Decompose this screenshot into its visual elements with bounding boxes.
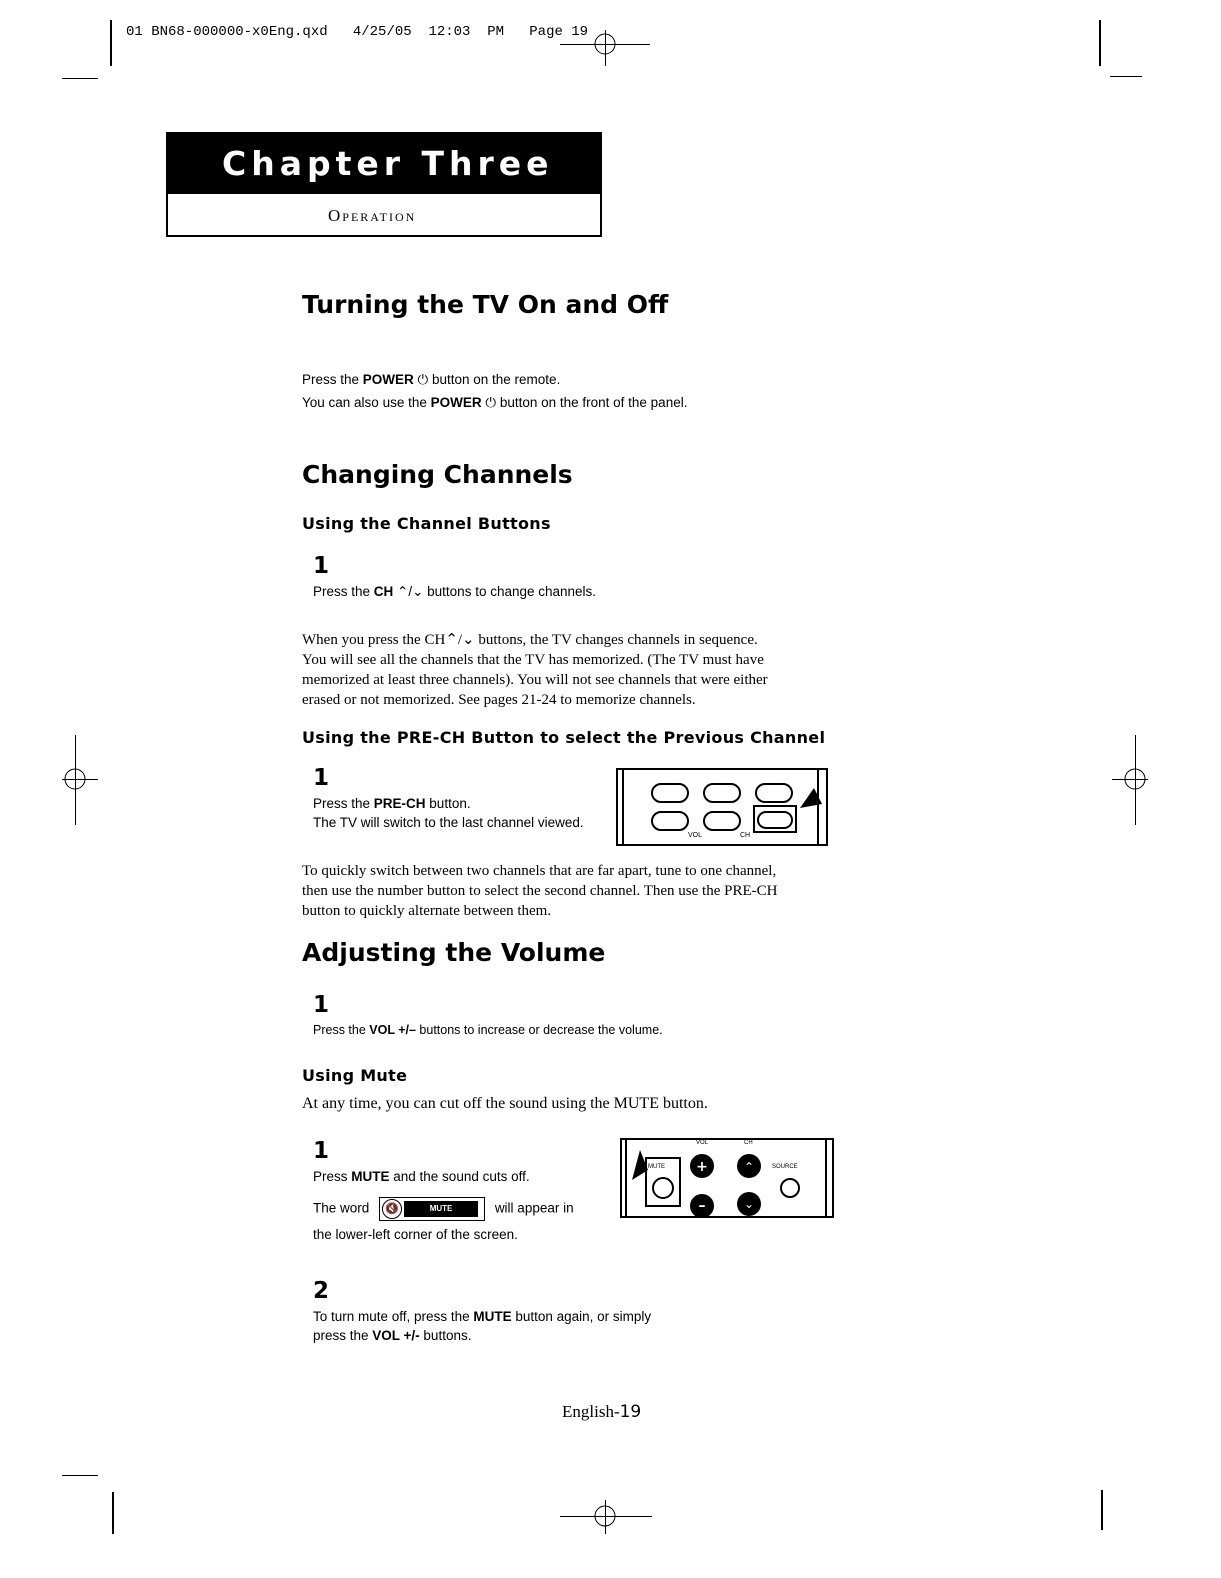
crop-mark: [1135, 735, 1136, 825]
step-number: 2: [313, 1278, 330, 1304]
power-icon: ⏻: [413, 372, 429, 387]
svg-text:⌃: ⌃: [743, 1160, 755, 1174]
mute-button: [653, 1178, 673, 1198]
section-heading-power: Turning the TV On and Off: [302, 290, 669, 319]
up-down-arrows-icon: ⌃/⌄: [445, 632, 475, 648]
pre-ch-button: [758, 812, 792, 828]
mute-intro: At any time, you can cut off the sound using the MUTE button.: [302, 1095, 708, 1112]
crop-mark: [1110, 76, 1142, 77]
svg-text:+: +: [696, 1159, 708, 1175]
pre-ch-paragraph: To quickly switch between two channels that are far apart, tune to one channel, then use the number button to select the second channel. Then use the PRE-CH button to quickly alternate between them.: [302, 863, 778, 919]
svg-text:⌄: ⌄: [743, 1197, 755, 1211]
pre-ch-step-1: Press the PRE-CH button. The TV will switch to the last channel viewed.: [313, 796, 584, 830]
section-heading-channels: Changing Channels: [302, 460, 573, 489]
crop-mark: [112, 1492, 114, 1534]
chapter-header: [166, 132, 602, 237]
chapter-title: Chapter Three: [168, 134, 600, 194]
step-number: 1: [313, 765, 330, 791]
crop-mark: [110, 20, 112, 66]
remote-illustration-mute: + – ⌃ ⌄ MUTE VOL CH SOURCE: [620, 1138, 834, 1218]
crop-mark: [560, 1516, 652, 1517]
channel-step-1: Press the CH ⌃/⌄ buttons to change channels.: [313, 584, 597, 599]
volume-step-1: Press the VOL +/– buttons to increase or decrease the volume.: [313, 1023, 663, 1037]
step-number: 1: [313, 992, 330, 1018]
crop-mark: [62, 779, 98, 780]
mute-step-1: Press MUTE and the sound cuts off.: [313, 1169, 530, 1184]
power-icon: ⏻: [481, 395, 497, 410]
channel-paragraph: When you press the CH⌃/⌄ buttons, the TV changes channels in sequence. You will see all the channels that the TV has memorized. (The TV must have memorized at least three channels). You will not see channels that were either erased or not memorized. See pages 21-24 to memorize channels.: [302, 632, 768, 708]
subheading-mute: Using Mute: [302, 1066, 408, 1085]
crop-mark: [605, 30, 606, 66]
section-heading-volume: Adjusting the Volume: [302, 938, 606, 967]
mute-osd-graphic: 🔇 MUTE: [379, 1197, 485, 1221]
svg-text:–: –: [698, 1198, 706, 1214]
source-button: [781, 1179, 799, 1197]
remote-button: [704, 784, 740, 802]
mute-step-2: To turn mute off, press the MUTE button again, or simply press the VOL +/- buttons.: [313, 1309, 652, 1343]
subheading-pre-ch: Using the PRE-CH Button to select the Previous Channel: [302, 728, 826, 747]
remote-button: [756, 784, 792, 802]
mute-step-1-line3: the lower-left corner of the screen.: [313, 1227, 518, 1242]
crop-mark: [1099, 20, 1101, 66]
power-instruction-1: Press the POWER ⏻ button on the remote.: [302, 372, 561, 387]
mute-speaker-icon: 🔇: [382, 1199, 402, 1219]
page-number: English-19: [562, 1402, 642, 1422]
mute-step-1-osd-line: The word 🔇 MUTE will appear in: [313, 1197, 574, 1221]
step-number: 1: [313, 553, 330, 579]
print-slug: 01 BN68-000000-x0Eng.qxd 4/25/05 12:03 PM Page 19: [126, 24, 589, 40]
crop-mark: [75, 735, 76, 825]
crop-mark: [605, 1500, 606, 1534]
remote-button: [652, 812, 688, 830]
subheading-channel-buttons: Using the Channel Buttons: [302, 514, 551, 533]
power-instruction-2: You can also use the POWER ⏻ button on the front of the panel.: [302, 395, 688, 410]
crop-mark: [1101, 1490, 1103, 1530]
remote-button: [652, 784, 688, 802]
crop-mark: [1112, 779, 1148, 780]
remote-illustration-pre-ch: VOL CH: [616, 768, 828, 846]
remote-button: [704, 812, 740, 830]
crop-mark: [62, 1475, 98, 1476]
up-down-arrows-icon: ⌃/⌄: [393, 584, 424, 599]
step-number: 1: [313, 1138, 330, 1164]
chapter-subtitle: Operation: [328, 206, 417, 225]
crop-mark: [62, 78, 98, 79]
